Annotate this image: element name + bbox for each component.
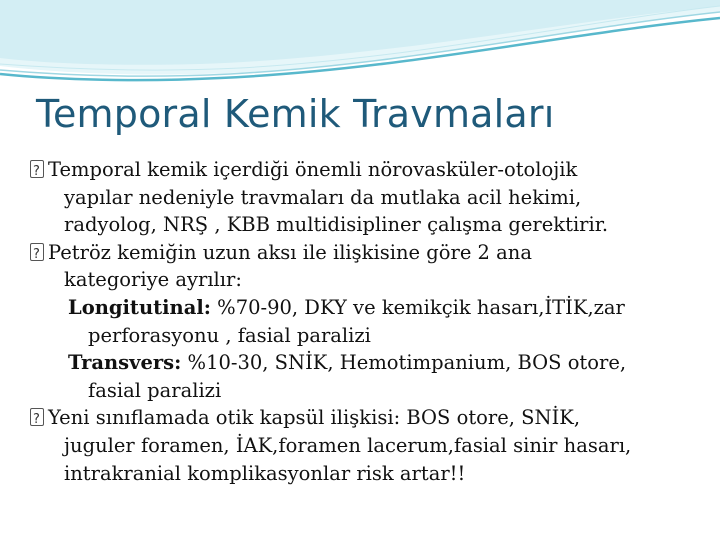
bullet-box-icon: [30, 243, 44, 261]
slide-body: [30, 156, 690, 487]
bullet-3-line-2: juguler foramen, İAK,foramen lacerum,fasial sinir hasarı,: [64, 433, 632, 457]
decorative-wave-header: [0, 0, 720, 90]
bullet-2-line-1: ?Petröz kemiğin uzun aksı ile ilişkisine göre 2 ana: [30, 239, 690, 267]
sub-item-transverse: Transvers: %10-30, SNİK, Hemotimpanium, BOS otore,: [68, 351, 627, 375]
slide-title: Temporal Kemik Travmaları: [36, 92, 555, 136]
sub-item-label: Transvers:: [68, 351, 182, 375]
bullet-1-line-2: yapılar nedeniyle travmaları da mutlaka acil hekimi,: [64, 185, 582, 209]
bullet-2-line-2: kategoriye ayrılır:: [64, 268, 242, 292]
sub-item-longitudinal-cont: perforasyonu , fasial paralizi: [88, 323, 371, 347]
bullet-box-icon: [30, 408, 44, 426]
bullet-3-line-3: intrakranial komplikasyonlar risk artar!!: [64, 461, 466, 485]
bullet-1-line-3: radyolog, NRŞ , KBB multidisipliner çalışma gerektirir.: [64, 213, 609, 237]
bullet-box-icon: [30, 160, 44, 178]
sub-item-label: Longitutinal:: [68, 295, 211, 319]
bullet-3-line-1: ?Yeni sınıflamada otik kapsül ilişkisi: BOS otore, SNİK,: [30, 404, 690, 432]
bullet-1-line-1: ?Temporal kemik içerdiği önemli nörovasküler-otolojik: [30, 156, 690, 184]
sub-item-longitudinal: Longitutinal: %70-90, DKY ve kemikçik hasarı,İTİK,zar: [68, 295, 625, 319]
sub-item-transverse-cont: fasial paralizi: [88, 378, 222, 402]
